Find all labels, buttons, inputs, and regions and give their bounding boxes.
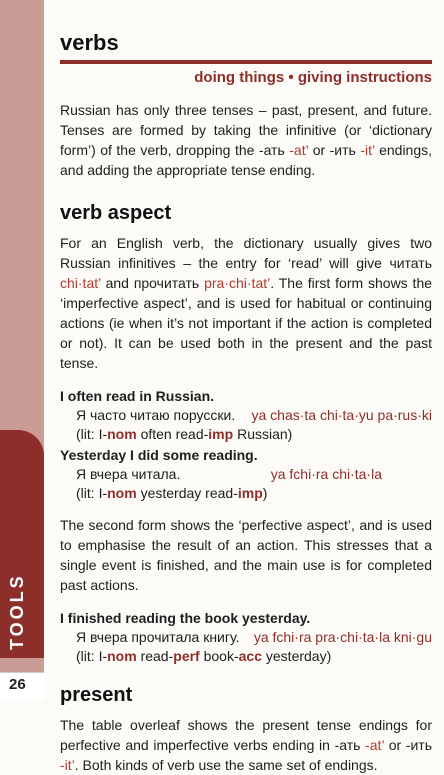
intro-text: Russian has only three tenses – past, present, and future. Tenses are formed by taking the infinitive (or ‘dictionary form’) of the verb, dropping the [60,102,432,158]
word-ru: прочитать [133,275,200,291]
ending-ru: -ить [405,737,432,753]
example-russian: Я часто читаю порусски. [76,407,236,423]
lit-grammar: perf [173,648,200,664]
word-ru: читать [389,255,432,271]
page-title: verbs [60,30,119,55]
section-tab-label: TOOLS [7,573,27,650]
example-line [60,465,432,484]
lit-word: yesterday read- [136,485,238,501]
or-text: or [384,737,406,753]
lit-grammar: imp [208,426,234,442]
page-content [60,30,432,775]
ending-translit: -at’ [365,737,385,753]
lit-open: (lit: [76,426,99,442]
lit-grammar: nom [107,426,137,442]
example-title: I often read in Russian. [60,388,215,404]
example-line [60,628,432,647]
ending-ru: -ить [329,142,356,158]
aspect-paragraph [60,233,432,373]
ending-ru: -ать [334,737,361,753]
word-translit: chi·tat’ [60,275,101,291]
example-pronunciation: ya fchi·ra chi·ta·la [270,466,382,482]
example-block [60,387,432,503]
example-line [60,406,432,425]
lit-word: I- [98,648,108,664]
lit-grammar: acc [238,648,262,664]
ending-ru: -ать [258,142,285,158]
example-title: I finished reading the book yesterday. [60,610,311,626]
intro-text: endings, and adding the appropriate tense ending. [60,142,433,178]
or-text: or [308,142,330,158]
example-title: Yesterday I did some reading. [60,447,258,463]
present-text: . Both kinds of verb use the same set of endings. [74,757,378,773]
lit-word: often read- [136,426,209,442]
example-literal [60,647,432,666]
lit-word: yesterday) [262,648,332,664]
present-text: The table overleaf shows the present tense endings for perfective and imperfective verbs ending in [60,717,432,753]
word-translit: pra·chi·tat’ [204,275,271,291]
example-pronunciation: ya fchi·ra pra·chi·ta·la kni·gu [253,629,432,645]
present-paragraph [60,715,432,775]
perfective-paragraph: The second form shows the ‘perfective aspect’, and is used to emphasise the result of an action. This stresses that a single event is finished, and the main use is for completed past actions. [60,517,432,593]
example-literal [60,484,432,503]
lit-grammar: nom [107,485,137,501]
example-russian: Я вчера читала. [76,466,181,482]
page-subtitle: doing things • giving instructions [194,69,432,86]
page-number: 26 [9,676,26,693]
aspect-text: For an English verb, the dictionary usually gives two Russian infinitives – the entry for ‘read’ will give [60,235,432,271]
lit-word: I- [98,426,108,442]
example-literal [60,425,432,444]
lit-word: I- [98,485,108,501]
example-block [60,609,432,666]
title-rule [60,60,432,64]
lit-word: read- [136,648,174,664]
section-heading-aspect: verb aspect [60,202,172,224]
aspect-text: . The first form shows the ‘imperfective aspect’, and is used for habitual or continuing actions (ie when it’s not important if the action is completed or not). It can be used both in the present and the past tense. [60,275,433,371]
lit-open: (lit: [76,648,99,664]
and-text: and [100,275,134,291]
example-russian: Я вчера прочитала книгу. [76,629,240,645]
lit-grammar: imp [237,485,263,501]
lit-word: book- [199,648,239,664]
lit-open: (lit: [76,485,99,501]
ending-translit: -at’ [289,142,309,158]
example-pronunciation: ya chas·ta chi·ta·yu pa·rus·ki [251,407,432,423]
ending-translit: -it’ [360,142,375,158]
lit-grammar: nom [107,648,137,664]
lit-word: Russian) [233,426,293,442]
lit-word: ) [262,485,268,501]
ending-translit: -it’ [60,757,75,773]
intro-paragraph [60,100,432,180]
section-heading-present: present [60,684,133,706]
